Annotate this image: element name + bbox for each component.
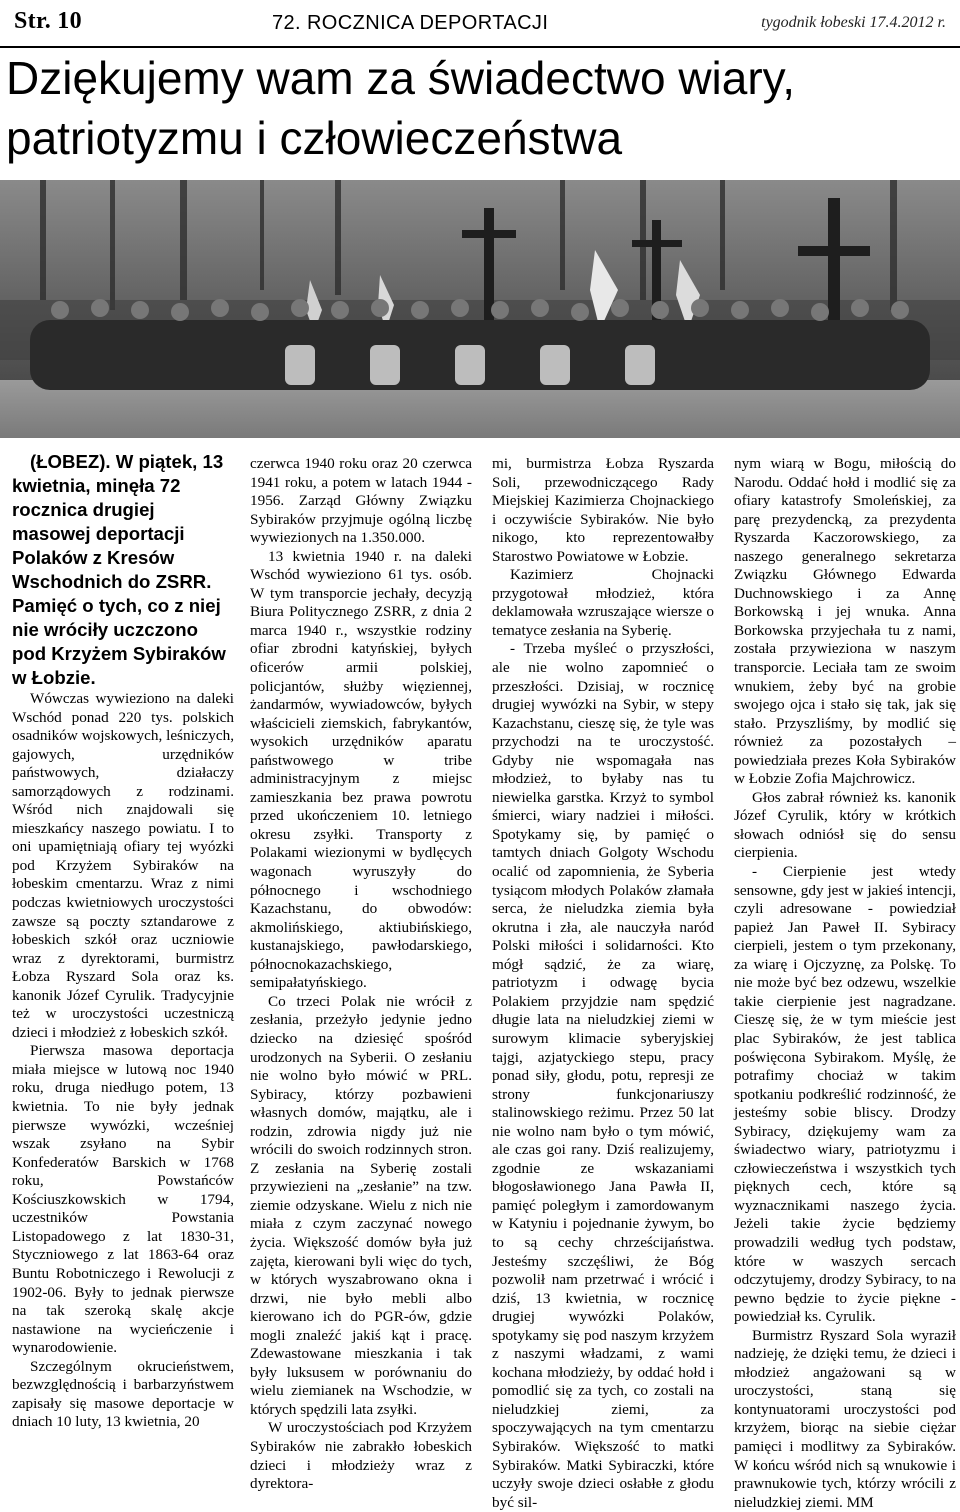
article-column-3 — [492, 455, 714, 1512]
paragraph: czerwca 1940 roku oraz 20 czerwca 1941 roku, a potem w latach 1944 - 1956. Zarząd Główny Związku Sybiraków przyjmuje ogólną liczbę wywiezionych na 1.350.000. — [250, 455, 472, 547]
paragraph: Wówczas wywieziono na daleki Wschód ponad 220 tys. polskich osadników wojskowych, leśniczych, gajowych, urzędników państwowych, działaczy samorządowych z rodzinami. Wśród nich znajdowali się mieszkańcy naszego powiatu. I to oni upamiętniają ofiary tej wyózki pod Krzyżem Sybiraków na łobeskim cmentarzu. Wraz z nimi podczas kwietniowych uroczystości zawsze są poczty sztandarowe z łobeskich szkół oraz uczniowie wraz z dyrektorami, burmistrz Łobza Ryszard Sola oraz ks. kanonik Józef Cyrulik. Tradycyjnie też w uroczystości uczestniczą dzieci i młodzież z łobeskich szkół. — [12, 690, 234, 1041]
paragraph: Pierwsza masowa deportacja miała miejsce w lutową noc 1940 roku, druga niedługo potem, 13 kwietnia. To nie były jednak pierwsze wywózki, wcześniej wszak zsyłano na Sybir Konfederatów Barskich w 1768 roku, Powstańców Kościuszkowskich w 1794, uczestników Powstania Listopadowego z lat 1830-31, Styczniowego z lat 1863-64 oraz Buntu Robotniczego i Rewolucji z 1902-06. Były to jednak pierwsze na tak szeroką skalę akcje nastawione na wycieńczenie i wynarodowienie. — [12, 1042, 234, 1357]
publication-date: tygodnik łobeski 17.4.2012 r. — [761, 14, 946, 31]
paragraph: Burmistrz Ryszard Sola wyraził nadzieję, że dzięki temu, że dzieci i młodzież angażowani są w uroczystości, staną się kontynuatorami uroczystości pod krzyżem, biorąc na siebie ciężar pamięci i modlitwy za Sybiraków. W końcu wśród nich są wnukowie i prawnukowie tych, którzy wrócili z nieludzkiej ziemi. MM — [734, 1326, 956, 1511]
paragraph: mi, burmistrza Łobza Ryszarda Soli, przewodniczącego Rady Miejskiej Kazimierza Chojnackiego i oczywiście Sybiraków. Nie było nikogo, kto reprezentowałby Starostwo Powiatowe w Łobzie. — [492, 455, 714, 565]
article-column-2 — [250, 455, 472, 1494]
paragraph: Co trzeci Polak nie wrócił z zesłania, przeżyło jedynie jedno dziecko na dziesięć spośród urodzonych na Syberii. O zesłaniu nie wolno było mówić w PRL. Sybiracy, którzy pozbawieni własnych domów, majątku, ale i rodzin, zdrowia nigdy już nie wrócili do swoich rodzinnych stron. Z zesłania na Syberię zostali przywiezieni na „zesłanie” na tzw. ziemie odzyskane. Wielu z nich nie miała z czym zaczynać nowego życia. Większość domów była już zajęta, kierowani byli więc do tych, w których wyszabrowano okna i drzwi, nie było mebli albo kierowano ich do PGR-ów, gdzie mogli znaleźć jakiś kąt i pracę. Zdewastowane mieszkania i tak były luksusem w porównaniu do wielu ziemianek na Wschodzie, w których spędzili lata zsyłki. — [250, 992, 472, 1418]
paragraph: 13 kwietnia 1940 r. na daleki Wschód wywieziono 61 tys. osób. W tym transporcie jechały, decyzją Biura Politycznego ZSRR, z dnia 2 marca 1940 r., wszystkie rodziny ofiar zbrodni katyńskiej, byłych oficerów armii polskiej, policjantów, służby więziennej, żandarmów, wywiadowców, byłych właścicieli ziemskich, fabrykantów, wysokich urzędników aparatu państwowego w tribe administracyjnym z miejsc zamieszkania bez prawa powrotu przed ukończeniem 10. letniego okresu zsyłki. Transporty z Polakami wiezionymi w bydlęcych wagonach wyruszyły do północnego i wschodniego Kazachstanu, do obwodów: akmolińskiego, aktiubińskiego, kustanajskiego, pawłodarskiego, północnokazachskiego, semipałatyńskiego. — [250, 547, 472, 992]
paragraph: - Cierpienie jest wtedy sensowne, gdy jest w jakieś intencji, czyli adresowane - powiedział papież Jan Paweł II. Sybiracy cierpieli, jestem o tym przekonany, za wiarę i Ojczyznę, za Polskę. To nie może być bez odzewu, wszelkie takie cierpienie jest nagradzane. Cieszę się, że w tym mieście jest plac Sybiraków, że jest tablica poświęcona Sybirakom. Myślę, że potrafimy chociaż w takim spotkaniu podkreślić rodzinność, że jesteśmy sobie bliscy. Drodzy Sybiracy, dziękujemy wam za świadectwo wiary, patriotyzmu i człowieczeństwa i wszystkich tych pięknych cech, które są wyznacznikami naszego życia. Jeżeli takie życie będziemy prowadzili według tych podstaw, które w waszych sercach odczytujemy, drodzy Sybiracy, to na pewno będzie to życie piękne - powiedział ks. Cyrulik. — [734, 863, 956, 1326]
paragraph: Głos zabrał również ks. kanonik Józef Cyrulik, który w krótkich słowach odniósł się do sensu cierpienia. — [734, 788, 956, 862]
section-title: 72. ROCZNICA DEPORTACJI — [272, 12, 549, 34]
group-photo — [0, 180, 960, 438]
page-header — [0, 6, 960, 40]
paragraph: nym wiarą w Bogu, miłością do Narodu. Oddać hołd i modlić się za ofiary katastrofy Smoleńskiej, za parę prezydencką, za prezydenta Ryszarda Kaczorowskiego, za naszego generalnego sekretarza Związku Głównego Edwarda Duchnowskiego i za Annę Borkowską i jej wnuka. Anna Borkowska przyjechała tu z nami, została przywieziona w naszym transporcie. Leciała tam ze swoim wnukiem, żeby być na grobie swojego ojca i stało się tak, jak się stało. Przyszliśmy, by modlić się również za pozostałych – powiedziała prezes Koła Sybiraków w Łobzie Zofia Majchrowicz. — [734, 455, 956, 788]
paragraph: - Trzeba myśleć o przyszłości, ale nie wolno zapomnieć o przeszłości. Dzisiaj, w rocznicę drugiej wywózki na Sybir, w stepy Kazachstanu, cieszę się, że tyle was przychodzi na te uroczystość. Gdyby nie wspomagała nas młodzież, to byłaby nas tu niewielka garstka. Krzyż to symbol śmierci, wiary nadziei i miłości. Spotykamy się, by pamięć o tamtych dniach Golgoty Wschodu ocalić od zapomnienia, że Syberia tysiącom młodych Polaków złamała serca, że nieludzka ziemia była okrutna i zła, ale nauczyła naród Polski miłości i solidarności. Kto mógł sądzić, że za wiarę, patriotyzm i odwagę bycia Polakiem przyjdzie nam spędzić długie lata na nieludzkiej ziemi w surowym klimacie syberyjskiej tajgi, azjatyckiego stepu, pracy ponad siły, głodu, potu, represji ze strony funkcjonariuszy stalinowskiego reżimu. Przez 50 lat nie wolno nam było o tym mówić, ale czas goi rany. Dziś realizujemy, zgodnie ze wskazaniami błogosławionego Jana Pawła II, pamięć poległym i zamordowanym w Katyniu i pojednanie żywym, bo to są cechy chrześcijaństwa. Jesteśmy szczęśliwi, że Bóg pozwolił nam przetrwać i wrócić i dziś, 13 kwietnia, w rocznicę drugiej wywózki Polaków, spotykamy się pod naszym krzyżem z naszymi władzami, z wami kochana młodzieży, by oddać hołd i pomodlić się za tych, co zostali na nieludzkiej ziemi, za spoczywających na tym cmentarzu Sybiraków. Większość to matki Sybiraków. Matki Sybiraczki, które uczyły swoje dzieci osłabłe z głodu być sil- — [492, 640, 714, 1511]
article-column-4 — [734, 455, 956, 1512]
paragraph: Kazimierz Chojnacki przygotował młodzież, która deklamowała wzruszające wiersze o tematyce zesłania na Syberię. — [492, 566, 714, 639]
headline: Dziękujemy wam za świadectwo wiary, patriotyzmu i człowieczeństwa — [6, 52, 796, 164]
article-lead: (ŁOBEZ). W piątek, 13 kwietnia, minęła 72 rocznica drugiej masowej deportacji Polaków z Kresów Wschodnich do ZSRR. Pamięć o tych, co z niej nie wróciły uczczono pod Krzyżem Sybiraków w Łobzie. — [12, 451, 226, 688]
paragraph: Szczególnym okrucieństwem, bezwzględnością i barbarzyństwem zapisały się masowe deportacje w dniach 10 luty, 13 kwietnia, 20 — [12, 1357, 234, 1431]
paragraph: W uroczystościach pod Krzyżem Sybiraków nie zabrakło łobeskich dzieci i młodzieży wraz z dyrektora- — [250, 1419, 472, 1493]
article-column-1 — [12, 450, 234, 1432]
page-number: Str. 10 — [14, 8, 82, 34]
